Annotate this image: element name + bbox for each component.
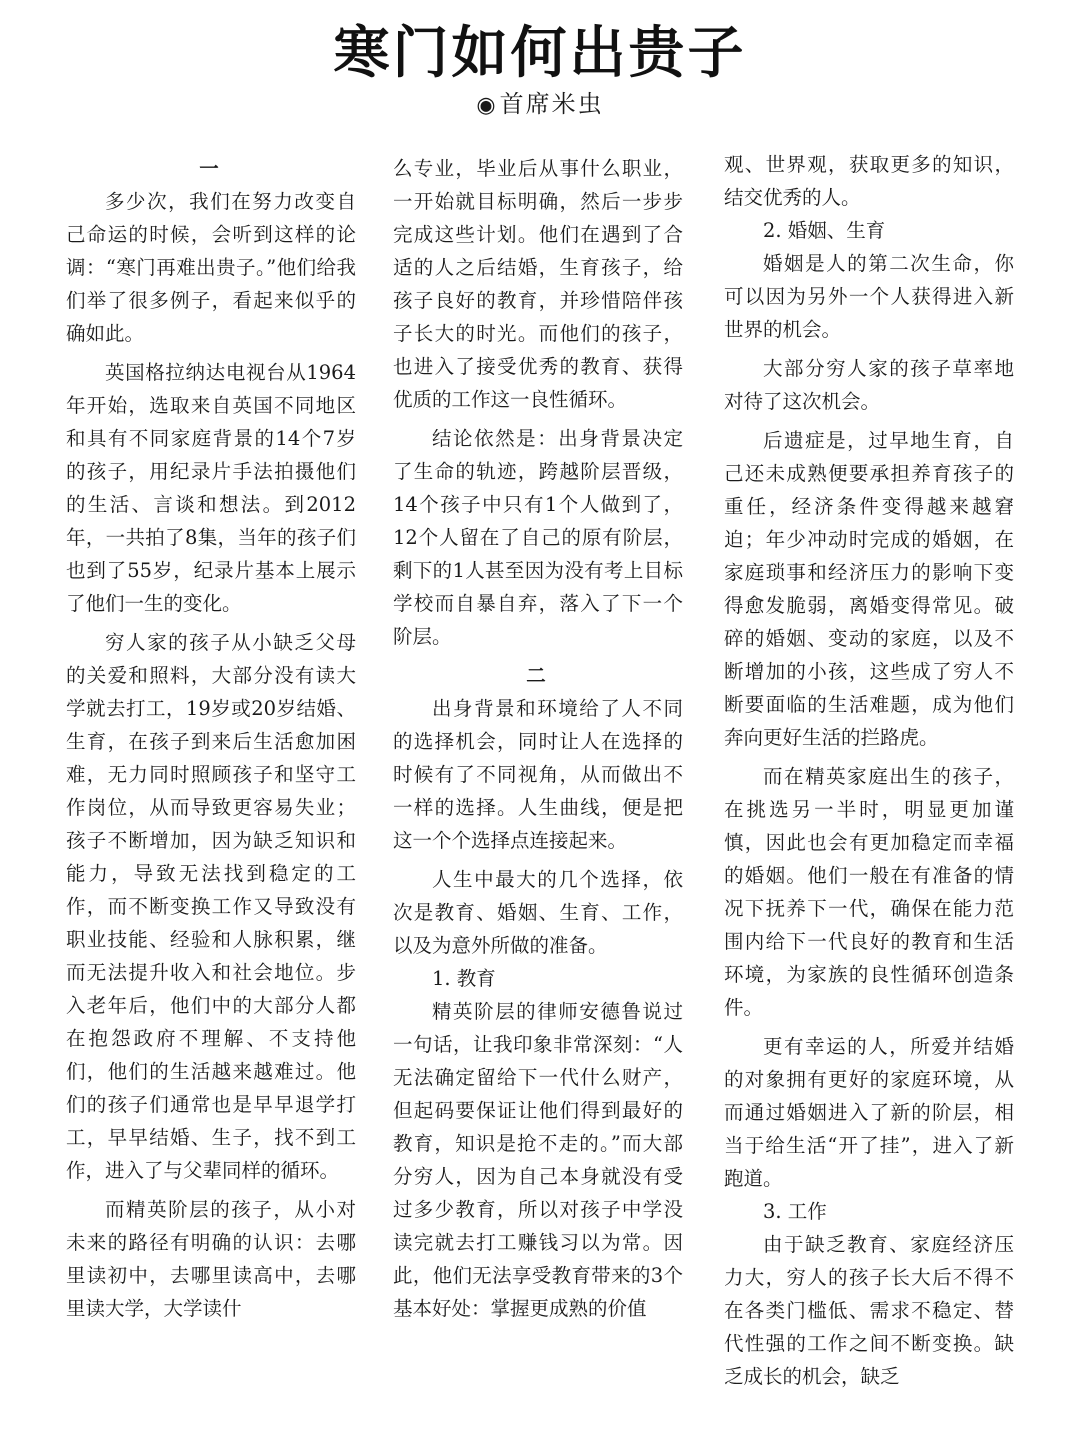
byline-bullet-icon: ◉ [476,93,498,118]
column-1 [66,152,356,1325]
article-title: 寒门如何出贵子 [333,20,747,86]
section-heading-2: 二 [526,664,550,687]
paragraph: 人生中最大的几个选择，依次是教育、婚姻、生育、工作，以及为意外所做的准备。 [393,868,683,957]
subheading-marriage: 2. 婚姻、生育 [763,219,886,242]
paragraph: 婚姻是人的第二次生命，你可以因为另外一个人获得进入新世界的机会。 [724,252,1014,341]
paragraph: 而精英阶层的孩子，从小对未来的路径有明确的认识：去哪里读初中，去哪里读高中，去哪里读大学，大学读什 [66,1198,356,1320]
paragraph: 大部分穷人家的孩子草率地对待了这次机会。 [724,357,1014,413]
section-heading-1: 一 [199,157,223,180]
paragraph: 英国格拉纳达电视台从1964年开始，选取来自英国不同地区和具有不同家庭背景的14个7岁的孩子，用纪录片手法拍摄他们的生活、言谈和想法。到2012年，一共拍了8集，当年的孩子们也到了55岁，纪录片基本上展示了他们一生的变化。 [66,361,356,615]
column-2 [393,152,683,1325]
paragraph: 结论依然是：出身背景决定了生命的轨迹，跨越阶层晋级，14个孩子中只有1个人做到了，12个人留在了自己的原有阶层，剩下的1人甚至因为没有考上目标学校而自暴自弃，落入了下一个阶层。 [393,427,683,648]
column-3 [724,148,1014,1393]
paragraph: 观、世界观，获取更多的知识，结交优秀的人。 [724,153,1014,209]
paragraph: 后遗症是，过早地生育，自己还未成熟便要承担养育孩子的重任，经济条件变得越来越窘迫；年少冲动时完成的婚姻，在家庭琐事和经济压力的影响下变得愈发脆弱，离婚变得常见。破碎的婚姻、变动的家庭，以及不断增加的小孩，这些成了穷人不断要面临的生活难题，成为他们奔向更好生活的拦路虎。 [724,429,1014,749]
paragraph: 多少次，我们在努力改变自己命运的时候，会听到这样的论调：“寒门再难出贵子。”他们给我们举了很多例子，看起来似乎的确如此。 [66,190,356,345]
paragraph: 更有幸运的人，所爱并结婚的对象拥有更好的家庭环境，从而通过婚姻进入了新的阶层，相当于给生活“开了挂”，进入了新跑道。 [724,1035,1014,1190]
byline [0,86,1080,124]
subheading-education: 1. 教育 [432,967,496,990]
paragraph: 出身背景和环境给了人不同的选择机会，同时让人在选择的时候有了不同视角，从而做出不一样的选择。人生曲线，便是把这一个个选择点连接起来。 [393,697,683,852]
paragraph: 精英阶层的律师安德鲁说过一句话，让我印象非常深刻：“人无法确定留给下一代什么财产，但起码要保证让他们得到最好的教育，知识是抢不走的。”而大部分穷人，因为自己本身就没有受过多少教育，所以对孩子中学没读完就去打工赚钱习以为常。因此，他们无法享受教育带来的3个基本好处：掌握更成熟的价值 [393,1000,683,1320]
paragraph: 由于缺乏教育、家庭经济压力大，穷人的孩子长大后不得不在各类门槛低、需求不稳定、替代性强的工作之间不断变换。缺乏成长的机会，缺乏 [724,1233,1014,1388]
paragraph: 么专业，毕业后从事什么职业，一开始就目标明确，然后一步步完成这些计划。他们在遇到了合适的人之后结婚，生育孩子，给孩子良好的教育，并珍惜陪伴孩子长大的时光。而他们的孩子，也进入了接受优秀的教育、获得优质的工作这一良性循环。 [393,157,683,411]
paragraph: 穷人家的孩子从小缺乏父母的关爱和照料，大部分没有读大学就去打工，19岁或20岁结婚、生育，在孩子到来后生活愈加困难，无力同时照顾孩子和坚守工作岗位，从而导致更容易失业；孩子不断增加，因为缺乏知识和能力，导致无法找到稳定的工作，而不断变换工作又导致没有职业技能、经验和人脉积累，继而无法提升收入和社会地位。步入老年后，他们中的大部分人都在抱怨政府不理解、不支持他们，他们的生活越来越难过。他们的孩子们通常也是早早退学打工，早早结婚、生子，找不到工作，进入了与父辈同样的循环。 [66,631,356,1182]
paragraph: 而在精英家庭出生的孩子，在挑选另一半时，明显更加谨慎，因此也会有更加稳定而幸福的婚姻。他们一般在有准备的情况下抚养下一代，确保在能力范围内给下一代良好的教育和生活环境，为家族的良性循环创造条件。 [724,765,1014,1019]
author-name: 首席米虫 [499,90,604,118]
subheading-work: 3. 工作 [763,1200,827,1223]
